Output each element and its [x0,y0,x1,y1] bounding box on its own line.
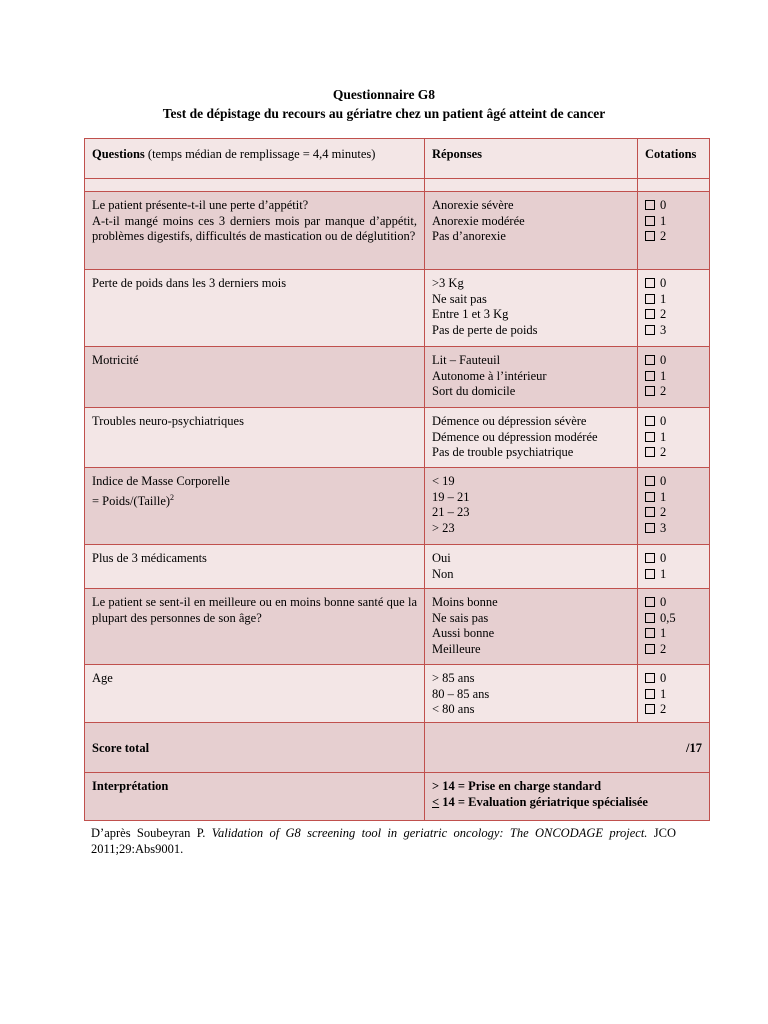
question-text: Age [92,671,113,685]
superscript: 2 [170,492,175,502]
footnote: D’après Soubeyran P. Validation of G8 screening tool in geriatric oncology: The ONCODAGE project. JCO 2011;29:Abs9001. [91,826,676,856]
question-cell [85,192,425,270]
question-text: Le patient se sent-il en meilleure ou en moins bonne santé que la plupart des personnes de son âge? [92,595,417,625]
score-value: 0 [660,276,667,290]
answer-option: Lit – Fauteuil [432,353,501,367]
g8-table [84,138,710,821]
checkbox-icon[interactable] [645,200,655,210]
answer-option: < 19 [432,474,455,488]
score-option [645,671,702,687]
checkbox-icon[interactable] [645,628,655,638]
answer-option: Aussi bonne [432,626,495,640]
question-text: Troubles neuro-psychiatriques [92,414,244,428]
score-option [645,551,702,567]
table-row [85,347,710,408]
score-option [645,353,702,369]
score-option [645,626,702,642]
score-option [645,611,702,627]
score-option [645,474,702,490]
checkbox-icon[interactable] [645,278,655,288]
score-value: 2 [660,384,667,398]
answer-option: Démence ou dépression modérée [432,429,598,444]
checkbox-icon[interactable] [645,569,655,579]
checkbox-icon[interactable] [645,597,655,607]
score-option [645,323,702,339]
checkbox-icon[interactable] [645,447,655,457]
checkbox-icon[interactable] [645,325,655,335]
question-text: Le patient présente-t-il une perte d’appétit? [92,198,309,212]
checkbox-icon[interactable] [645,704,655,714]
score-value: 3 [660,520,667,535]
table-row [85,468,710,545]
score-value: 2 [660,641,667,656]
score-option [645,567,702,583]
score-value: 1 [660,626,667,640]
checkbox-icon[interactable] [645,371,655,381]
answer-option: < 80 ans [432,702,475,716]
question-cell [85,665,425,723]
score-value: 0 [660,474,667,488]
score-option [645,292,702,308]
table-header-row [85,139,710,179]
table-row [85,589,710,665]
score-total-row [85,723,710,773]
answer-option: Démence ou dépression sévère [432,414,587,428]
interpretation-specialised: 14 = Evaluation gériatrique spécialisée [439,794,648,809]
score-total-value: /17 [425,723,710,773]
checkbox-icon[interactable] [645,432,655,442]
score-option [645,276,702,292]
header-reponses: Réponses [425,139,638,179]
answers-cell [425,192,638,270]
answer-option: 21 – 23 [432,505,470,519]
answer-option: > 85 ans [432,671,475,685]
question-text: Perte de poids dans les 3 derniers mois [92,276,287,290]
score-option [645,642,702,658]
answers-cell [425,589,638,665]
scores-cell [638,665,710,723]
header-cotations: Cotations [638,139,710,179]
table-row [85,665,710,723]
checkbox-icon[interactable] [645,507,655,517]
answer-option: Pas de perte de poids [432,322,538,337]
score-value: 0,5 [660,610,676,625]
answer-option: > 23 [432,520,455,535]
score-option [645,307,702,323]
score-option [645,369,702,385]
answer-option: Entre 1 et 3 Kg [432,307,509,321]
score-option [645,702,702,718]
answer-option: Meilleure [432,641,481,656]
answer-option: Anorexie sévère [432,198,514,212]
score-value: 3 [660,322,667,337]
table-row [85,192,710,270]
less-equal-symbol: < [432,794,440,809]
checkbox-icon[interactable] [645,673,655,683]
table-row [85,545,710,589]
score-value: 1 [660,489,667,504]
score-option [645,198,702,214]
answer-option: Non [432,566,454,581]
score-value: 2 [660,229,667,243]
interpretation-row [85,773,710,821]
score-value: 1 [660,213,667,228]
score-option [645,595,702,611]
score-value: 0 [660,551,667,565]
interpretation-values [425,773,710,821]
answers-cell [425,347,638,408]
score-value: 1 [660,686,667,701]
answer-option: 80 – 85 ans [432,686,490,701]
question-cell [85,545,425,589]
document-subtitle: Test de dépistage du recours au gériatre chez un patient âgé atteint de cancer [162,106,606,121]
checkbox-icon[interactable] [645,386,655,396]
scores-cell [638,589,710,665]
answers-cell [425,665,638,723]
checkbox-icon[interactable] [645,523,655,533]
checkbox-icon[interactable] [645,553,655,563]
question-text: Indice de Masse Corporelle [92,474,230,488]
score-option [645,521,702,537]
checkbox-icon[interactable] [645,644,655,654]
question-cell [85,270,425,347]
answers-cell [425,545,638,589]
checkbox-icon[interactable] [645,613,655,623]
document-title: Questionnaire G8 [332,87,436,102]
score-value: 1 [660,291,667,306]
score-option [645,445,702,461]
question-cell [85,408,425,468]
question-cell [85,589,425,665]
score-value: 0 [660,353,667,367]
scores-cell [638,468,710,545]
question-text: = Poids/(Taille)$^2$ [92,492,175,508]
answers-cell [425,408,638,468]
scores-cell [638,408,710,468]
scores-cell [638,270,710,347]
score-option [645,384,702,400]
score-option [645,490,702,506]
answer-option: >3 Kg [432,276,464,290]
score-value: 0 [660,198,667,212]
header-questions: Questions (temps médian de remplissage = 4,4 minutes) [85,139,425,179]
checkbox-icon[interactable] [645,355,655,365]
checkbox-icon[interactable] [645,476,655,486]
score-value: 2 [660,445,667,459]
score-value: 2 [660,307,667,321]
score-option [645,214,702,230]
score-option [645,414,702,430]
interpretation-label: Interprétation [85,773,425,821]
answer-option: Sort du domicile [432,384,516,398]
answer-option: Pas de trouble psychiatrique [432,445,574,459]
score-value: 0 [660,595,667,609]
score-total-label: Score total [85,723,425,773]
answer-option: Ne sait pas [432,291,487,306]
table-row [85,408,710,468]
checkbox-icon[interactable] [645,294,655,304]
answers-cell [425,468,638,545]
checkbox-icon[interactable] [645,309,655,319]
title-block [0,86,768,123]
score-value: 1 [660,566,667,581]
checkbox-icon[interactable] [645,689,655,699]
scores-cell [638,192,710,270]
score-value: 2 [660,702,667,716]
question-cell [85,468,425,545]
score-value: 1 [660,368,667,383]
checkbox-icon[interactable] [645,416,655,426]
checkbox-icon[interactable] [645,216,655,226]
score-value: 2 [660,505,667,519]
answer-option: Anorexie modérée [432,213,525,228]
score-value: 0 [660,414,667,428]
answer-option: Oui [432,551,451,565]
question-text: Motricité [92,353,139,367]
scores-cell [638,545,710,589]
score-option [645,229,702,245]
checkbox-icon[interactable] [645,492,655,502]
table-row [85,270,710,347]
question-cell [85,347,425,408]
checkbox-icon[interactable] [645,231,655,241]
answer-option: 19 – 21 [432,489,470,504]
question-text: Plus de 3 médicaments [92,551,207,565]
answer-option: Moins bonne [432,595,498,609]
answer-option: Autonome à l’intérieur [432,368,547,383]
header-gap-row [85,179,710,192]
scores-cell [638,347,710,408]
answers-cell [425,270,638,347]
score-value: 0 [660,671,667,685]
score-option [645,430,702,446]
question-text: A-t-il mangé moins ces 3 derniers mois par manque d’appétit, problèmes digestifs, difficultés de mastication ou de déglutition? [92,213,417,243]
answer-option: Ne sais pas [432,610,489,625]
score-value: 1 [660,429,667,444]
score-option [645,687,702,703]
answer-option: Pas d’anorexie [432,229,506,243]
score-option [645,505,702,521]
interpretation-standard: > 14 = Prise en charge standard [432,779,602,793]
